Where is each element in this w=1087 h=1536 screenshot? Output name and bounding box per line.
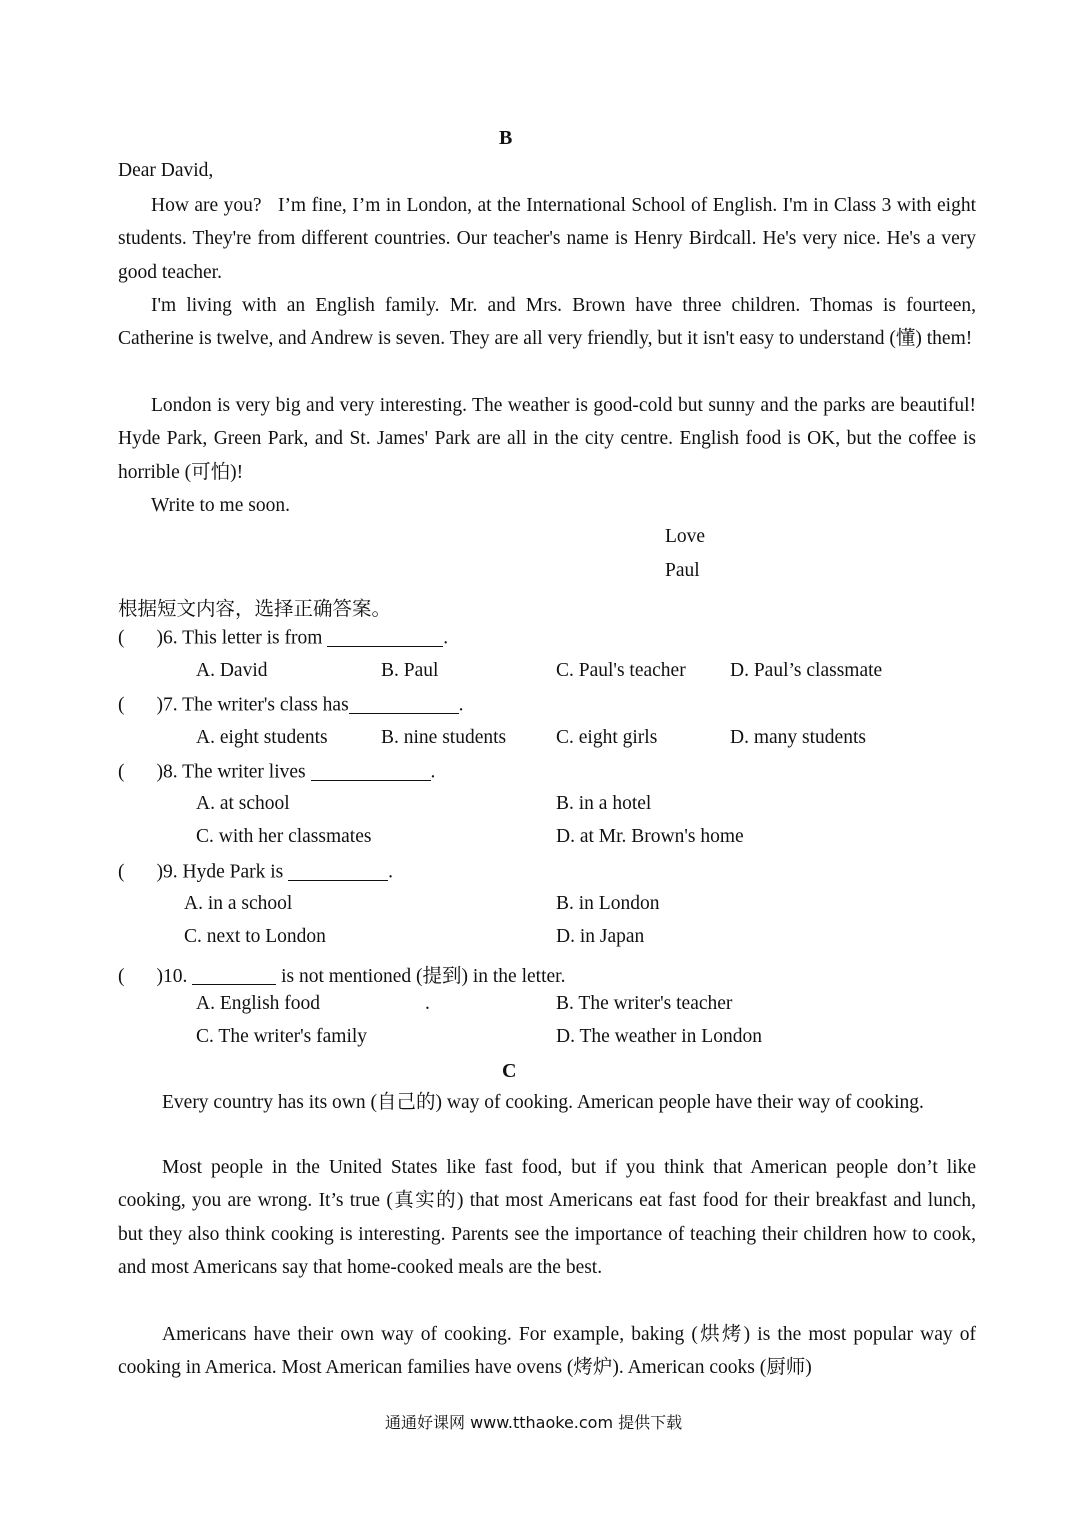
option-a: A. English food [196, 993, 321, 1014]
answer-paren: ( [118, 694, 125, 716]
page-footer: 通通好课网 www.tthaoke.com 提供下载 [385, 1413, 683, 1432]
option-d: D. many students [730, 727, 866, 748]
letter-signature: Paul [665, 560, 700, 581]
letter-paragraph: Write to me soon. [151, 495, 290, 516]
answer-paren: ( [118, 627, 125, 649]
fill-blank [192, 965, 276, 986]
question-number: )7. [156, 694, 178, 716]
section-b-heading: B [499, 127, 513, 149]
answer-paren: ( [118, 761, 125, 783]
letter-paragraph: How are you? I’m fine, I’m in London, at the International School of English. I'm in Class 3 with eight students. They're from different countries. Our teacher's name is Henry Birdcall. He's very nice. He's a very good teacher. [118, 195, 976, 283]
fill-blank [288, 860, 388, 881]
option-a: A. in a school [184, 893, 293, 914]
option-a: A. David [196, 660, 268, 681]
letter-salutation: Dear David, [118, 160, 214, 181]
option-b: B. in a hotel [556, 793, 652, 814]
instruction-text: 根据短文内容，选择正确答案。 [118, 599, 392, 620]
question-stem-end: is not mentioned (提到) in the letter. [281, 966, 566, 987]
option-c: C. Paul's teacher [556, 660, 686, 681]
question-number: )6. [156, 627, 178, 649]
letter-paragraph: London is very big and very interesting. The weather is good-cold but sunny and the parks are beautiful! Hyde Park, Green Park, and St. James' Park are all in the city centre. English food is OK, but the coffee is horrible (可怕)! [118, 395, 976, 483]
question-8 [118, 760, 435, 784]
article-paragraph: Americans have their own way of cooking. For example, baking (烘烤) is the most popular way of cooking in America. Most American families have ovens (烤炉). American cooks (厨师) [118, 1324, 976, 1379]
option-d: D. in Japan [556, 926, 645, 947]
stray-mark: . [425, 993, 430, 1014]
option-b: B. The writer's teacher [556, 993, 733, 1014]
option-b: B. in London [556, 893, 660, 914]
option-c: C. The writer's family [196, 1026, 368, 1047]
question-stem-end: . [388, 861, 393, 883]
option-d: D. at Mr. Brown's home [556, 826, 744, 847]
option-c: C. eight girls [556, 727, 658, 748]
option-c: C. with her classmates [196, 826, 372, 847]
answer-paren: ( [118, 861, 125, 883]
question-stem-end: . [430, 761, 436, 783]
question-stem: Hyde Park is [182, 861, 284, 883]
question-9 [118, 860, 393, 884]
option-b: B. Paul [381, 660, 439, 681]
question-6 [118, 626, 448, 650]
question-number: )8. [156, 761, 178, 783]
option-d: D. The weather in London [556, 1026, 762, 1047]
question-number: )9. [156, 861, 178, 883]
fill-blank [311, 760, 431, 781]
fill-blank [349, 693, 459, 714]
letter-paragraph: I'm living with an English family. Mr. and Mrs. Brown have three children. Thomas is fourteen, Catherine is twelve, and Andrew is seven. They are all very friendly, but it isn't easy to understand (懂) them! [118, 295, 976, 350]
question-stem-end: . [443, 627, 449, 649]
option-a: A. eight students [196, 727, 328, 748]
option-c: C. next to London [184, 926, 326, 947]
option-d: D. Paul’s classmate [730, 660, 883, 681]
letter-closing: Love [665, 526, 706, 547]
question-stem: The writer lives [182, 761, 306, 783]
section-c-heading: C [502, 1060, 517, 1082]
option-a: A. at school [196, 793, 290, 814]
question-7 [118, 693, 464, 717]
article-paragraph: Most people in the United States like fast food, but if you think that American people don’t like cooking, you are wrong. It’s true (真实的) that most Americans eat fast food for their breakfast and lunch, but they also think cooking is interesting. Parents see the importance of teaching their children how to cook, and most Americans say that home-cooked meals are the best. [118, 1157, 976, 1278]
question-stem: This letter is from [182, 627, 323, 649]
question-stem: The writer's class has [182, 694, 349, 716]
question-number: )10. [156, 966, 188, 987]
question-stem-end: . [458, 694, 464, 716]
answer-paren: ( [118, 966, 125, 987]
fill-blank [327, 626, 443, 647]
article-paragraph: Every country has its own (自己的) way of cooking. American people have their way of cooking. [162, 1092, 924, 1113]
question-10 [118, 960, 565, 988]
option-b: B. nine students [381, 727, 507, 748]
